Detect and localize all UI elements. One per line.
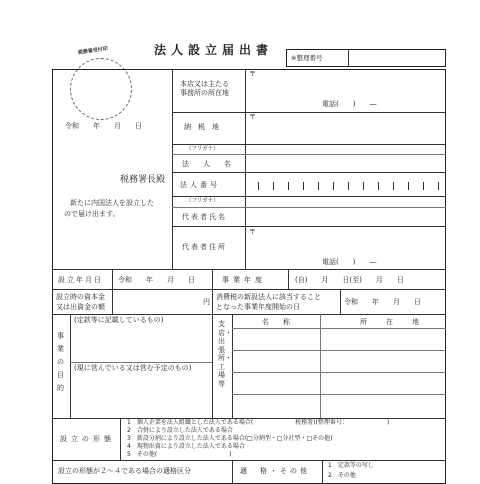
form-option-3[interactable]: 3 新設分割により設立した法人である場合(□分割型・□分社型・□その他) — [127, 435, 333, 442]
tax-office-addressee: 税務署長殿 — [120, 175, 166, 185]
current-purpose-note: (現に営んでいる又は営む予定のもの) — [74, 364, 192, 372]
branch-name-column: 名 称 — [262, 318, 290, 326]
furigana-label-1: （フリガナ） — [186, 146, 219, 152]
capital-label-line-1: 設立時の資本金 — [56, 293, 105, 301]
postal-mark-3: 〒 — [249, 228, 256, 236]
rep-address-label: 代表者住所 — [182, 243, 227, 251]
corp-name-label: 法 人 名 — [182, 160, 231, 168]
attachment-2: 2 その他 — [328, 472, 356, 479]
corp-number-label: 法人番号 — [180, 181, 220, 189]
reception-stamp-label: 税務署受付印 — [77, 45, 109, 57]
establishment-date-value[interactable]: 令和 年 月 日 — [118, 276, 195, 284]
address-label-line-1: 本店又は主たる — [180, 80, 229, 88]
postal-mark-1: 〒 — [249, 70, 256, 78]
consumption-tax-start-date[interactable]: 令和 年 月 日 — [344, 298, 421, 306]
consumption-tax-label-line-2: となった事業年度開始の日 — [216, 303, 300, 311]
tax-place-label: 納 税 地 — [184, 123, 219, 131]
form-title: 法人設立届出書 — [154, 43, 274, 57]
form-option-1[interactable]: 1 個人企業を法人組織とした法人である場合( 税務署)(整理番号： ) — [127, 419, 390, 426]
submission-date: 令和 年 月 日 — [65, 122, 142, 130]
reference-number-label: ※整理番号 — [291, 54, 323, 62]
notice-line-1: 新たに内国法人を設立した — [70, 199, 154, 207]
capital-label-line-2: 又は出資金の額 — [56, 303, 105, 311]
branch-location-column: 所 在 地 — [360, 318, 425, 326]
branch-label: 支店・出張所・工場等 — [218, 320, 232, 388]
form-option-2[interactable]: 2 合併により設立した法人である場合 — [127, 427, 233, 434]
form-option-5[interactable]: 5 その他( ) — [127, 451, 232, 458]
qualification-options[interactable]: 適 格・その他 — [240, 467, 310, 475]
establishment-form-label: 設立の形態 — [60, 435, 115, 443]
phone-label-1: 電話( ) ― — [322, 100, 377, 108]
fiscal-year-label: 事業年度 — [222, 276, 266, 284]
postal-mark-2: 〒 — [249, 113, 256, 121]
phone-label-2: 電話( ) ― — [322, 258, 377, 266]
furigana-label-2: （フリガナ） — [186, 198, 219, 204]
form-option-4[interactable]: 4 現物出資により設立した法人である場合 — [127, 443, 245, 450]
business-purpose-label: 事業の目的 — [57, 332, 64, 392]
rep-name-label: 代表者氏名 — [182, 213, 227, 221]
address-label-line-2: 事務所の所在地 — [180, 89, 229, 97]
fiscal-year-value[interactable]: (自) 月 日(至) 月 日 — [295, 276, 404, 284]
qualification-category-label: 設立の形態が２～４である場合の適格区分 — [58, 467, 191, 475]
articles-purpose-note: (定款等に記載しているもの) — [74, 316, 164, 324]
establishment-date-label: 設立年月日 — [58, 276, 103, 284]
attachment-1: 1 定款等の写し — [328, 462, 374, 469]
consumption-tax-label-line-1: 消費税の新設法人に該当すること — [216, 293, 321, 301]
notice-line-2: ので届け出ます。 — [64, 210, 120, 218]
corp-number-cells[interactable] — [258, 180, 446, 192]
capital-yen-unit: 円 — [203, 298, 210, 306]
